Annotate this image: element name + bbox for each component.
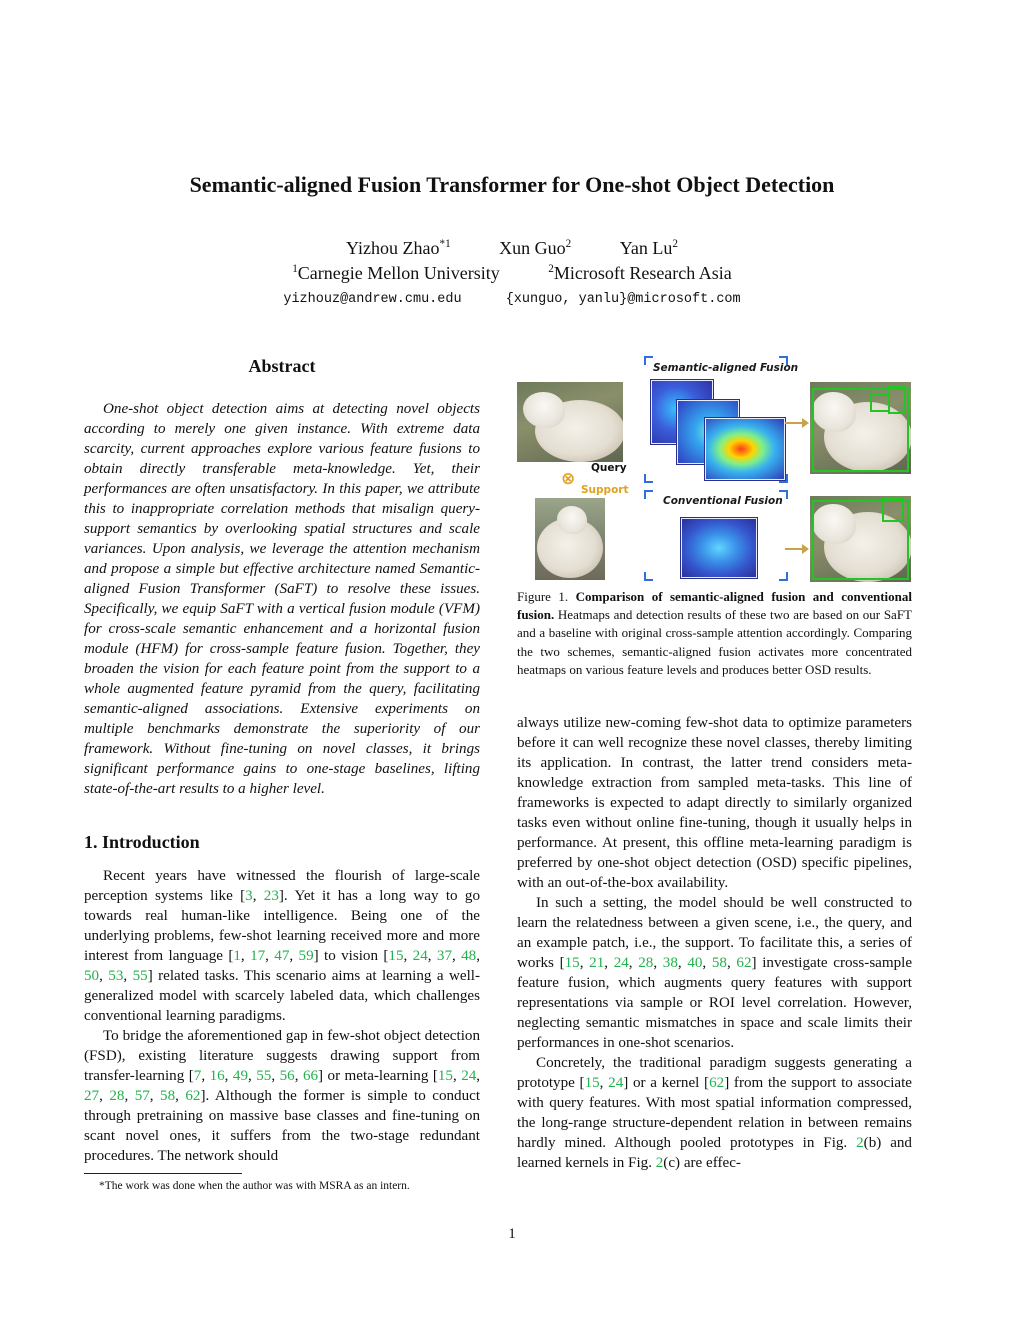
panel-corner-icon [644,474,653,483]
citation-link[interactable]: 58 [711,955,727,971]
citation-link[interactable]: 47 [274,948,290,964]
arrow-right-icon [785,548,803,550]
citation-link[interactable]: 56 [279,1068,295,1084]
panel-corner-icon [644,572,653,581]
fusion-operator-icon: ⊗ [561,469,576,489]
paragraph: always utilize new-coming few-shot data to optimize parameters before it can well recognize these novel classes, thereby limiting its application. In contrast, the latter trend considers meta-knowledge extraction from sampled meta-tasks. This line of frameworks is expected to adapt directly to similarly organized tasks even without online fine-tuning, though it usually helps in performance. At present, this offline meta-learning paradigm is preferred by one-shot object detection (OSD) specific pipelines, with an out-of-the-box availability. [517,715,912,891]
paper-title: Semantic-aligned Fusion Transformer for One-shot Object Detection [189,172,835,197]
abstract-body: One-shot object detection aims at detecting novel objects according to merely one given instance. With extreme data scarcity, current approaches explore various feature fusions to obtain directly transferable meta-knowledge. Yet, their performances are often unsatisfactory. In this paper, we attribute this to inappropriate correlation methods that misalign query-support semantics by overlooking spatial structures and scale variances. Upon analysis, we leverage the attention mechanism and propose a simple but effective architecture named Semantic-aligned Fusion Transformer (SaFT) to resolve these issues. Specifically, we equip SaFT with a vertical fusion module (VFM) for cross-scale semantic enhancement and a horizontal fusion module (HFM) for cross-sample feature fusion. Together, they broaden the vision for each feature point from the support to a whole augmented feature pyramid from the query, facilitating semantic-aligned associations. Extensive experiments on multiple benchmarks demonstrate the superiority of our framework. Without fine-tuning on novel classes, it brings significant performance gains to one-stage baselines, lifting state-of-the-art results to a higher level. [84,401,480,797]
author: Yan Lu$^2$ [619,238,678,258]
arrow-right-icon [785,422,803,424]
citation-link[interactable]: 49 [232,1068,248,1084]
citation-link[interactable]: 55 [256,1068,272,1084]
figure-1-caption: Figure 1. Comparison of semantic-aligned fusion and conventional fusion. Heatmaps and detection results of these two are based on our SaFT and a baseline with original cross-sample attention accordingly. Comparing the two schemes, semantic-aligned fusion activates more concentrated heatmaps on various feature levels and produces better OSD results. [517,589,912,677]
citation-link[interactable]: 21 [589,955,605,971]
figure-reference-link[interactable]: 2 [856,1135,864,1151]
panel-corner-icon [779,572,788,581]
page-number: 1 [508,1226,516,1242]
figure-reference-link[interactable]: 2 [655,1155,664,1171]
introduction-body [84,866,480,1166]
email-list [0,292,1024,307]
paragraph: Concretely, the traditional paradigm suggests generating a prototype [15, 24] or a kernel [62] from the support to associate with query features. With most spatial information compressed, the long-range structure-dependent relation in between remains hardly mined. Although pooled prototypes in Fig. 2(b) and learned kernels in Fig. 2(c) are effec- [517,1055,912,1171]
affiliation: $^2$Microsoft Research Asia [548,263,732,283]
affiliation: $^1$Carnegie Mellon University [292,263,500,283]
query-label: Query [591,462,627,474]
semantic-fusion-label: Semantic-aligned Fusion [653,362,799,374]
email: {xunguo, yanlu}@microsoft.com [505,292,741,307]
citation-link[interactable]: 38 [662,955,678,971]
query-image [517,382,623,462]
citation-link[interactable]: 17 [250,948,266,964]
citation-link[interactable]: 58 [160,1088,176,1104]
citation-link[interactable]: 37 [436,948,452,964]
paragraph: In such a setting, the model should be well constructed to learn the relatedness between a given scene, i.e., the query, and an example patch, i.e., the support. To facilitate this, a series of works [15, 21, 24, 28, 38, 40, 58, 62] investigate cross-sample feature fusion, which augments query features with support representations via sample or ROI level correlation. However, neglecting semantic mismatches in space and scale limits their performances in one-shot scenarios. [517,895,913,1051]
citation-link[interactable]: 53 [108,968,124,984]
figure-1 [517,352,912,584]
citation-link[interactable]: 27 [84,1088,100,1104]
conventional-fusion-label: Conventional Fusion [663,495,783,507]
citation-link[interactable]: 23 [263,888,279,904]
citation-link[interactable]: 24 [613,955,629,971]
citation-link[interactable]: 24 [461,1068,477,1084]
section-heading-introduction: 1. Introduction [84,832,200,852]
citation-link[interactable]: 59 [298,948,314,964]
citation-link[interactable]: 16 [209,1068,225,1084]
citation-link[interactable]: 57 [134,1088,150,1104]
citation-link[interactable]: 55 [132,968,148,984]
footnote: *The work was done when the author was with MSRA as an intern. [99,1180,410,1192]
author: Xun Guo$^2$ [499,238,572,258]
citation-link[interactable]: 50 [84,968,100,984]
support-image [535,498,605,580]
citation-link[interactable]: 62 [185,1088,201,1104]
heatmap-level-3 [705,418,785,480]
citation-link[interactable]: 1 [233,948,241,964]
citation-link[interactable]: 15 [584,1075,600,1091]
abstract-heading: Abstract [248,356,316,376]
author-list [0,238,1024,259]
support-label: Support [581,484,629,496]
citation-link[interactable]: 24 [608,1075,624,1091]
citation-link[interactable]: 15 [388,948,404,964]
panel-corner-icon [644,356,653,365]
citation-link[interactable]: 3 [245,888,253,904]
email: yizhouz@andrew.cmu.edu [283,292,462,307]
citation-link[interactable]: 15 [437,1068,453,1084]
paragraph: To bridge the aforementioned gap in few-shot object detection (FSD), existing literature suggests drawing support from transfer-learning [7, 16, 49, 55, 56, 66] or meta-learning [15, 24, 27, 28, 57, 58, 62]. Although the former is simple to conduct through pretraining on massive base classes and fine-tuning on scant novel ones, it suffers from the two-stage redundant procedures. The network should [84,1028,481,1164]
introduction-body-continued [517,713,912,1173]
heatmap-conventional [681,518,757,578]
detection-result-semantic [810,382,911,474]
detection-result-conventional [810,496,911,582]
paragraph: Recent years have witnessed the flourish of large-scale perception systems like [3, 23]. Yet it has a long way to go towards real human-like intelligence. Being one of the underlying problems, few-shot learning received more and more interest from language [1, 17, 47, 59] to vision [15, 24, 37, 48, 50, 53, 55] related tasks. This scenario aims at learning a well-generalized model with scarcely labeled data, which challenges conventional learning paradigms. [84,868,481,1024]
author: Yizhou Zhao$^{*1}$ [346,238,451,258]
footnote-rule [84,1173,242,1174]
citation-link[interactable]: 62 [709,1075,725,1091]
citation-link[interactable]: 15 [564,955,580,971]
panel-corner-icon [644,490,653,499]
citation-link[interactable]: 7 [193,1068,202,1084]
citation-link[interactable]: 24 [412,948,428,964]
citation-link[interactable]: 28 [109,1088,125,1104]
citation-link[interactable]: 40 [687,955,703,971]
citation-link[interactable]: 48 [461,948,477,964]
panel-corner-icon [779,474,788,483]
citation-link[interactable]: 66 [302,1068,319,1084]
affiliation-list [0,263,1024,284]
citation-link[interactable]: 28 [638,955,654,971]
citation-link[interactable]: 62 [736,955,752,971]
